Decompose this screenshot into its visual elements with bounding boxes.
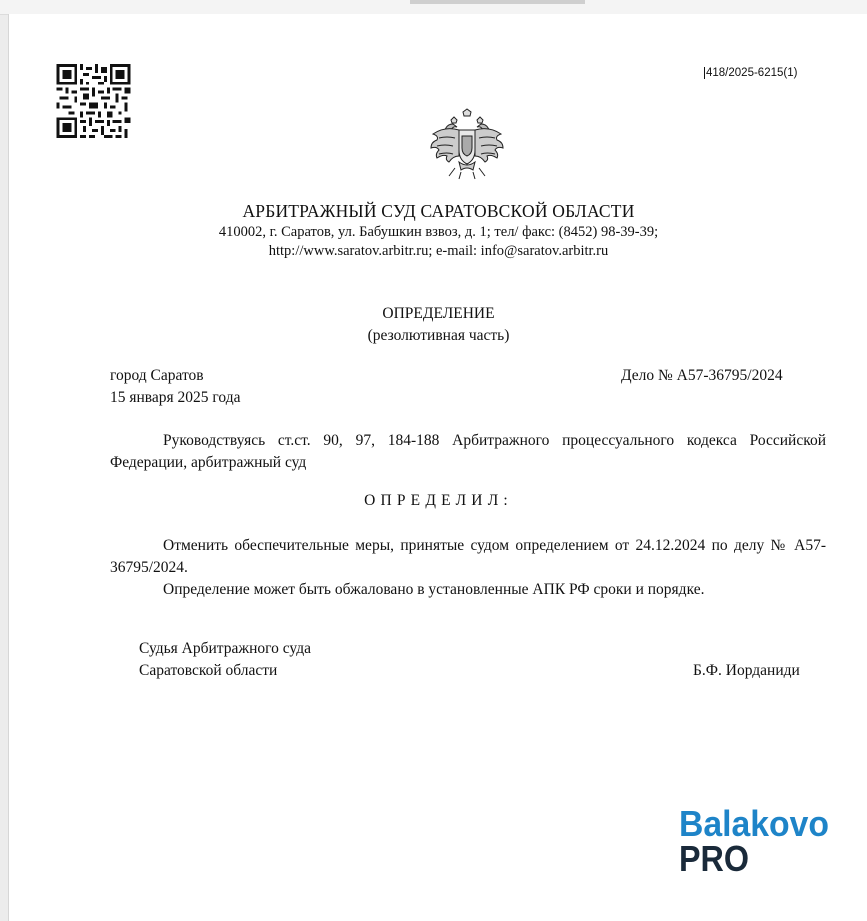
document-city: город Саратов xyxy=(110,367,204,384)
document-page xyxy=(8,14,867,921)
svg-text:PRO: PRO xyxy=(679,838,749,874)
balakovo-pro-logo xyxy=(679,802,831,874)
appeal-paragraph: Определение может быть обжаловано в установленные АПК РФ сроки и порядке. xyxy=(163,581,705,598)
qr-code-icon xyxy=(56,64,131,138)
preamble-paragraph: Руководствуясь ст.ст. 90, 97, 184-188 Арбитражного процессуального кодекса Российской Федерации, арбитражный суд xyxy=(110,432,826,471)
viewer-tab[interactable] xyxy=(410,0,585,4)
document-subtitle: (резолютивная часть) xyxy=(367,327,510,344)
judge-name: Б.Ф. Иорданиди xyxy=(693,662,800,679)
signature-title-line-1: Судья Арбитражного суда xyxy=(139,640,311,657)
svg-text:Balakovo: Balakovo xyxy=(679,803,829,844)
court-name: АРБИТРАЖНЫЙ СУД САРАТОВСКОЙ ОБЛАСТИ xyxy=(242,201,635,221)
court-address: 410002, г. Саратов, ул. Бабушкин взвоз, д. 1; тел/ факс: (8452) 98-39-39; xyxy=(218,224,659,240)
decision-paragraph: Отменить обеспечительные меры, принятые судом определением от 24.12.2024 по делу № А57-36795/2024. xyxy=(110,537,826,576)
court-contacts: http://www.saratov.arbitr.ru; e-mail: info@saratov.arbitr.ru xyxy=(268,243,609,259)
coat-of-arms-icon xyxy=(429,108,505,180)
document-title: ОПРЕДЕЛЕНИЕ xyxy=(382,305,495,322)
decision-heading: ОПРЕДЕЛИЛ: xyxy=(364,492,513,509)
signature-title-line-2: Саратовской области xyxy=(139,662,278,679)
document-date: 15 января 2025 года xyxy=(110,389,241,406)
case-number: Дело № А57-36795/2024 xyxy=(621,367,783,384)
document-code: 418/2025-6215(1) xyxy=(706,67,798,79)
